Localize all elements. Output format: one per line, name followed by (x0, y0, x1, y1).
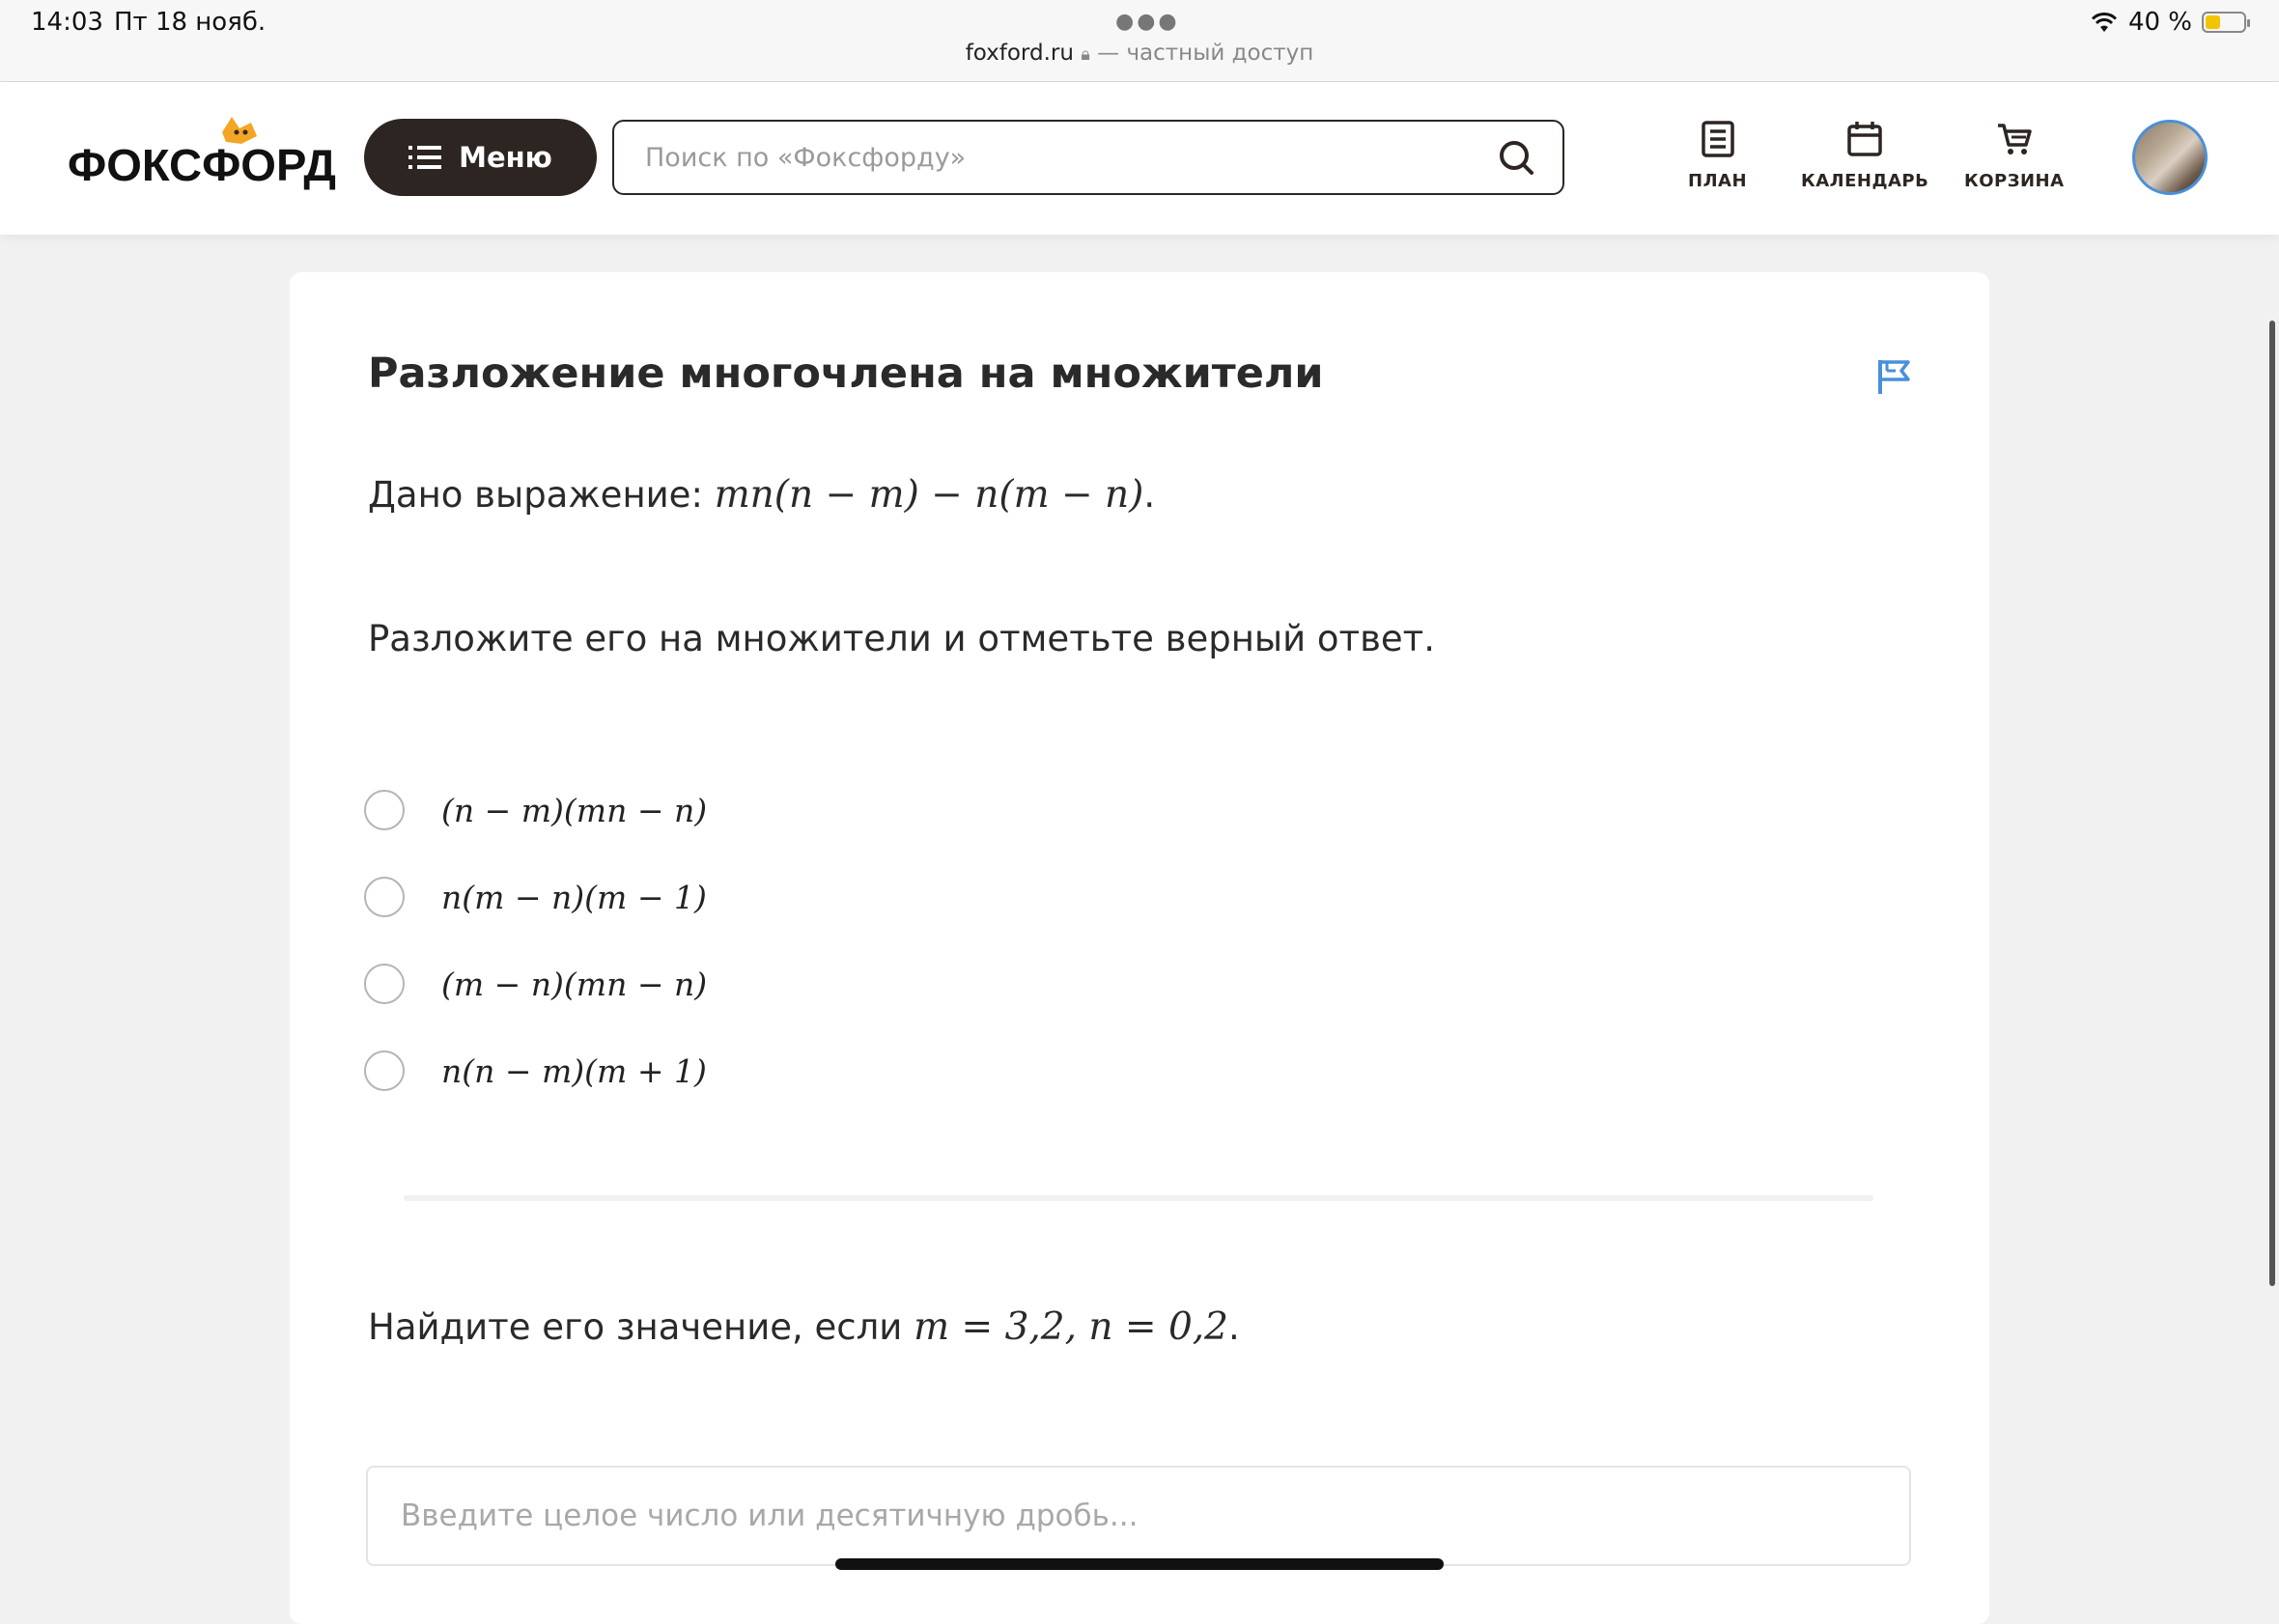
home-indicator[interactable] (835, 1558, 1444, 1570)
battery-percent: 40 % (2127, 8, 2192, 37)
given-expression (368, 473, 1155, 517)
more-dots-icon[interactable]: ●●● (1115, 10, 1180, 34)
page-scrollbar[interactable] (2269, 321, 2275, 1286)
search-input[interactable] (614, 142, 1497, 174)
nav-calendar-label: КАЛЕНДАРЬ (1801, 171, 1929, 191)
lock-icon: 🔒︎ (1081, 44, 1090, 65)
wifi-icon (2090, 11, 2119, 34)
url-text: foxford.ru (965, 41, 1074, 66)
find-math: m = 3,2, n = 0,2 (914, 1305, 1228, 1349)
given-math: mn(n − m) − n(m − n) (714, 473, 1144, 517)
battery-icon (2202, 12, 2246, 33)
option-2[interactable] (364, 854, 707, 940)
find-label: Найдите его значение, если (368, 1306, 903, 1348)
report-flag-icon[interactable] (1875, 357, 1914, 396)
instruction-text: Разложите его на множители и отметьте верный ответ. (368, 618, 1435, 659)
nav-cart[interactable] (1964, 121, 2065, 191)
option-1[interactable] (364, 767, 707, 854)
status-time: 14:03 (31, 8, 103, 37)
private-label: — частный доступ (1097, 41, 1314, 66)
calendar-icon (1846, 121, 1883, 157)
user-avatar[interactable] (2132, 120, 2208, 195)
logo-text: ФОКСФОРД (68, 140, 336, 190)
given-end: . (1143, 474, 1156, 516)
address-bar[interactable] (0, 41, 2279, 66)
find-value-text (368, 1305, 1240, 1349)
nav-plan-label: ПЛАН (1688, 171, 1748, 191)
radio-button[interactable] (364, 964, 405, 1004)
option-label: n(n − m)(m + 1) (441, 1051, 707, 1090)
option-label: (n − m)(mn − n) (441, 791, 708, 829)
option-3[interactable] (364, 940, 707, 1027)
status-date: Пт 18 нояб. (114, 8, 267, 37)
plan-icon (1700, 121, 1736, 157)
radio-button[interactable] (364, 1050, 405, 1091)
nav-cart-label: КОРЗИНА (1964, 171, 2065, 191)
task-title: Разложение многочлена на множители (368, 350, 1324, 398)
site-header (0, 82, 2279, 235)
menu-label: Меню (459, 141, 552, 174)
menu-button[interactable] (364, 119, 597, 196)
given-label: Дано выражение: (368, 474, 703, 516)
find-end: . (1228, 1306, 1240, 1348)
search-box[interactable] (612, 120, 1564, 195)
status-indicators (2090, 8, 2246, 37)
list-icon (408, 144, 441, 171)
answer-input[interactable] (368, 1468, 1909, 1564)
radio-button[interactable] (364, 877, 405, 917)
answer-options (364, 767, 707, 1114)
task-card (290, 272, 1989, 1624)
radio-button[interactable] (364, 790, 405, 830)
answer-field-box[interactable] (366, 1466, 1911, 1566)
option-4[interactable] (364, 1027, 707, 1114)
status-bar (0, 0, 2279, 82)
nav-plan[interactable] (1688, 121, 1747, 191)
option-label: (m − n)(mn − n) (441, 965, 708, 1003)
option-label: n(m − n)(m − 1) (441, 878, 707, 916)
section-divider (404, 1195, 1873, 1201)
foxford-logo[interactable] (68, 115, 338, 192)
cart-icon (1996, 121, 2033, 157)
search-icon[interactable] (1497, 138, 1535, 177)
nav-calendar[interactable] (1801, 121, 1928, 191)
battery-level-fill (2206, 15, 2220, 29)
